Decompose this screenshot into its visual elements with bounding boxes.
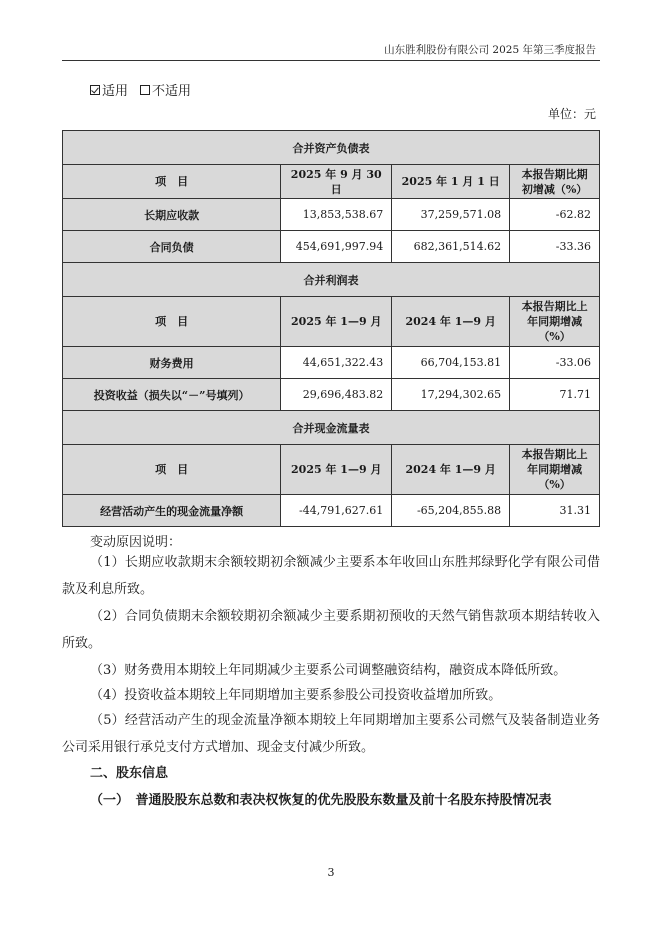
row-prior-value: 682,361,514.62 [392,231,510,263]
row-current-value: -44,791,627.61 [281,495,392,527]
row-current-value: 454,691,997.94 [281,231,392,263]
table-column-header-row [63,165,600,199]
row-current-value: 13,853,538.67 [281,199,392,231]
row-label: 财务费用 [63,347,281,379]
shareholder-info-heading: 二、股东信息 [90,766,169,781]
row-label: 投资收益（损失以“－”号填列） [63,379,281,411]
col-item-header: 项 目 [63,445,281,495]
row-current-value: 29,696,483.82 [281,379,392,411]
change-reason-paragraph: （3）财务费用本期较上年同期减少主要系公司调整融资结构，融资成本降低所致。 [90,663,567,678]
row-label: 长期应收款 [63,199,281,231]
col-item-header: 项 目 [63,165,281,199]
row-change-value: -33.36 [510,231,600,263]
change-reasons-title: 变动原因说明： [90,535,182,550]
table-section-header [63,411,600,445]
change-reason-paragraph: （1）长期应收款期末余额较期初余额减少主要系本年收回山东胜邦绿野化学有限公司借款及利息所致。 [62,555,600,597]
row-change-value: -62.82 [510,199,600,231]
row-change-value: -33.06 [510,347,600,379]
income-statement-title: 合并利润表 [63,263,600,297]
not-applicable-label: 不适用 [152,84,192,99]
table-row [63,379,600,411]
table-row [63,231,600,263]
page-header-title: 山东胜利股份有限公司 2025 年第三季度报告 [384,44,596,56]
table-row [63,347,600,379]
col-change-header: 本报告期比期初增减（%） [510,165,600,199]
col-current-header: 2025 年 1—9 月 [281,297,392,347]
col-change-header: 本报告期比上年同期增减（%） [510,445,600,495]
table-column-header-row [63,297,600,347]
page-number: 3 [327,866,335,879]
col-current-header: 2025 年 1—9 月 [281,445,392,495]
table-section-header [63,131,600,165]
col-prior-header: 2024 年 1—9 月 [392,297,510,347]
table-column-header-row [63,445,600,495]
col-item-header: 项 目 [63,297,281,347]
balance-sheet-title: 合并资产负债表 [63,131,600,165]
unchecked-checkbox-icon[interactable] [140,85,150,95]
col-prior-header: 2024 年 1—9 月 [392,445,510,495]
col-prior-header: 2025 年 1 月 1 日 [392,165,510,199]
cash-flow-title: 合并现金流量表 [63,411,600,445]
col-change-header: 本报告期比上年同期增减（%） [510,297,600,347]
row-change-value: 31.31 [510,495,600,527]
shareholder-table-subheading: （一） 普通股股东总数和表决权恢复的优先股股东数量及前十名股东持股情况表 [90,793,552,808]
applicable-label: 适用 [102,84,129,99]
row-prior-value: 17,294,302.65 [392,379,510,411]
checked-checkbox-icon[interactable] [90,85,100,95]
change-reason-paragraph: （4）投资收益本期较上年同期增加主要系参股公司投资收益增加所致。 [90,688,502,703]
table-section-header [63,263,600,297]
row-prior-value: 37,259,571.08 [392,199,510,231]
table-row [63,199,600,231]
unit-label: 单位：元 [547,107,596,121]
row-label: 经营活动产生的现金流量净额 [63,495,281,527]
row-change-value: 71.71 [510,379,600,411]
change-reason-paragraph: （5）经营活动产生的现金流量净额本期较上年同期增加主要系公司燃气及装备制造业务公司采用银行承兑支付方式增加、现金支付减少所致。 [62,713,600,755]
header-divider [62,60,600,61]
table-row [63,495,600,527]
change-reason-paragraph: （2）合同负债期末余额较期初余额减少主要系期初预收的天然气销售款项本期结转收入所致。 [62,609,600,651]
row-current-value: 44,651,322.43 [281,347,392,379]
row-prior-value: -65,204,855.88 [392,495,510,527]
row-prior-value: 66,704,153.81 [392,347,510,379]
col-current-header: 2025 年 9 月 30 日 [281,165,392,199]
financial-changes-table [62,130,600,527]
row-label: 合同负债 [63,231,281,263]
applicability-options [90,80,191,99]
